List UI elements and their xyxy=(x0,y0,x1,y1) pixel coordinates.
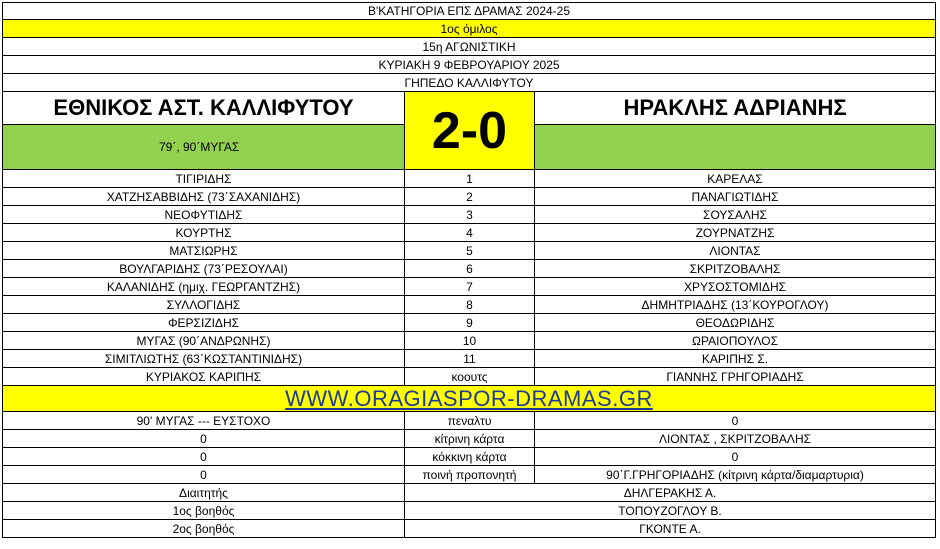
home-player: ΤΙΓΙΡΙΔΗΣ xyxy=(2,170,405,188)
event-row xyxy=(2,412,936,430)
lineup-row xyxy=(2,314,936,332)
website-link[interactable]: WWW.ORAGIASPOR-DRAMAS.GR xyxy=(2,386,936,412)
shirt-number: 8 xyxy=(405,296,535,314)
official-role: Διαιτητής xyxy=(2,484,405,502)
home-player: ΚΥΡΙΑΚΟΣ ΚΑΡΙΠΗΣ xyxy=(2,368,405,386)
shirt-number: 7 xyxy=(405,278,535,296)
away-player: ΚΑΡΙΠΗΣ Σ. xyxy=(535,350,936,368)
lineup-row xyxy=(2,242,936,260)
home-player: ΦΕΡΣΙΖΙΔΗΣ xyxy=(2,314,405,332)
away-event-value: 0 xyxy=(535,412,936,430)
lineup-row xyxy=(2,188,936,206)
away-scorers xyxy=(535,125,936,170)
shirt-number: 9 xyxy=(405,314,535,332)
event-label: κόκκινη κάρτα xyxy=(405,448,535,466)
away-player: ΩΡΑΙΟΠΟΥΛΟΣ xyxy=(535,332,936,350)
home-event-value: 0 xyxy=(2,466,405,484)
official-name: ΤΟΠΟΥΖΟΓΛΟΥ Β. xyxy=(405,502,936,520)
home-player: ΧΑΤΖΗΣΑΒΒΙΔΗΣ (73΄ΣΑΧΑΝΙΔΗΣ) xyxy=(2,188,405,206)
group-title: 1ος όμιλος xyxy=(2,20,936,38)
away-player: ΧΡΥΣΟΣΤΟΜΙΔΗΣ xyxy=(535,278,936,296)
shirt-number: 11 xyxy=(405,350,535,368)
home-team-name: ΕΘΝΙΚΟΣ ΑΣΤ. ΚΑΛΛΙΦΥΤΟΥ xyxy=(2,92,405,125)
shirt-number: 4 xyxy=(405,224,535,242)
away-player: ΘΕΟΔΩΡΙΔΗΣ xyxy=(535,314,936,332)
away-team-name: ΗΡΑΚΛΗΣ ΑΔΡΙΑΝΗΣ xyxy=(535,92,936,125)
away-event-value: 0 xyxy=(535,448,936,466)
score-block xyxy=(2,92,936,170)
official-name: ΔΗΛΓΕΡΑΚΗΣ Α. xyxy=(405,484,936,502)
home-event-value: 90' ΜΥΓΑΣ --- ΕΥΣΤΟΧΟ xyxy=(2,412,405,430)
venue-row xyxy=(2,74,936,92)
event-label: ποινή προπονητή xyxy=(405,466,535,484)
shirt-number: κοουτς xyxy=(405,368,535,386)
home-scorers: 79΄, 90΄ΜΥΓΑΣ xyxy=(2,125,405,170)
home-player: ΣΥΛΛΟΓΙΔΗΣ xyxy=(2,296,405,314)
official-name: ΓΚΟΝΤΕ Α. xyxy=(405,520,936,538)
shirt-number: 3 xyxy=(405,206,535,224)
lineup-row xyxy=(2,332,936,350)
league-row xyxy=(2,2,936,20)
lineup-row xyxy=(2,224,936,242)
event-label: κίτρινη κάρτα xyxy=(405,430,535,448)
event-row xyxy=(2,466,936,484)
match-venue: ΓΗΠΕΔΟ ΚΑΛΛΙΦΥΤΟΥ xyxy=(2,74,936,92)
match-score: 2-0 xyxy=(405,92,535,170)
shirt-number: 6 xyxy=(405,260,535,278)
round-row xyxy=(2,38,936,56)
round-title: 15η ΑΓΩΝΙΣΤΙΚΗ xyxy=(2,38,936,56)
away-player: ΚΑΡΕΛΑΣ xyxy=(535,170,936,188)
league-title: Β'ΚΑΤΗΓΟΡΙΑ ΕΠΣ ΔΡΑΜΑΣ 2024-25 xyxy=(2,3,936,20)
away-player: ΔΗΜΗΤΡΙΑΔΗΣ (13΄ΚΟΥΡΟΓΛΟΥ) xyxy=(535,296,936,314)
lineup-row xyxy=(2,206,936,224)
away-player: ΠΑΝΑΓΙΩΤΙΔΗΣ xyxy=(535,188,936,206)
official-role: 2ος βοηθός xyxy=(2,520,405,538)
home-player: ΒΟΥΛΓΑΡΙΔΗΣ (73΄ΡΕΣΟΥΛΑΙ) xyxy=(2,260,405,278)
home-event-value: 0 xyxy=(2,448,405,466)
home-player: ΝΕΟΦΥΤΙΔΗΣ xyxy=(2,206,405,224)
official-row xyxy=(2,484,936,502)
away-player: ΖΟΥΡΝΑΤΖΗΣ xyxy=(535,224,936,242)
lineup-row xyxy=(2,278,936,296)
official-role: 1ος βοηθός xyxy=(2,502,405,520)
match-date: ΚΥΡΙΑΚΗ 9 ΦΕΒΡΟΥΑΡΙΟΥ 2025 xyxy=(2,56,936,74)
home-event-value: 0 xyxy=(2,430,405,448)
shirt-number: 1 xyxy=(405,170,535,188)
home-player: ΣΙΜΙΤΛΙΩΤΗΣ (63΄ΚΩΣΤΑΝΤΙΝΙΔΗΣ) xyxy=(2,350,405,368)
home-player: ΚΟΥΡΤΗΣ xyxy=(2,224,405,242)
away-player: ΛΙΟΝΤΑΣ xyxy=(535,242,936,260)
lineup-row xyxy=(2,368,936,386)
home-player: ΜΥΓΑΣ (90΄ΑΝΔΡΩΝΗΣ) xyxy=(2,332,405,350)
away-event-value: 90΄Γ.ΓΡΗΓΟΡΙΑΔΗΣ (κίτρινη κάρτα/διαμαρτυρια) xyxy=(535,466,936,484)
away-player: ΣΟΥΣΑΛΗΣ xyxy=(535,206,936,224)
event-row xyxy=(2,448,936,466)
date-row xyxy=(2,56,936,74)
official-row xyxy=(2,520,936,538)
lineup-row xyxy=(2,296,936,314)
shirt-number: 2 xyxy=(405,188,535,206)
lineup-row xyxy=(2,170,936,188)
event-row xyxy=(2,430,936,448)
shirt-number: 5 xyxy=(405,242,535,260)
away-player: ΣΚΡΙΤΖΟΒΑΛΗΣ xyxy=(535,260,936,278)
away-player: ΓΙΑΝΝΗΣ ΓΡΗΓΟΡΙΑΔΗΣ xyxy=(535,368,936,386)
official-row xyxy=(2,502,936,520)
event-label: πεναλτυ xyxy=(405,412,535,430)
website-row xyxy=(2,386,936,412)
group-row xyxy=(2,20,936,38)
away-event-value: ΛΙΟΝΤΑΣ , ΣΚΡΙΤΖΟΒΑΛΗΣ xyxy=(535,430,936,448)
lineup-row xyxy=(2,350,936,368)
home-player: ΜΑΤΣΙΩΡΗΣ xyxy=(2,242,405,260)
home-player: ΚΑΛΑΝΙΔΗΣ (ημιχ. ΓΕΩΡΓΑΝΤΖΗΣ) xyxy=(2,278,405,296)
shirt-number: 10 xyxy=(405,332,535,350)
lineup-row xyxy=(2,260,936,278)
